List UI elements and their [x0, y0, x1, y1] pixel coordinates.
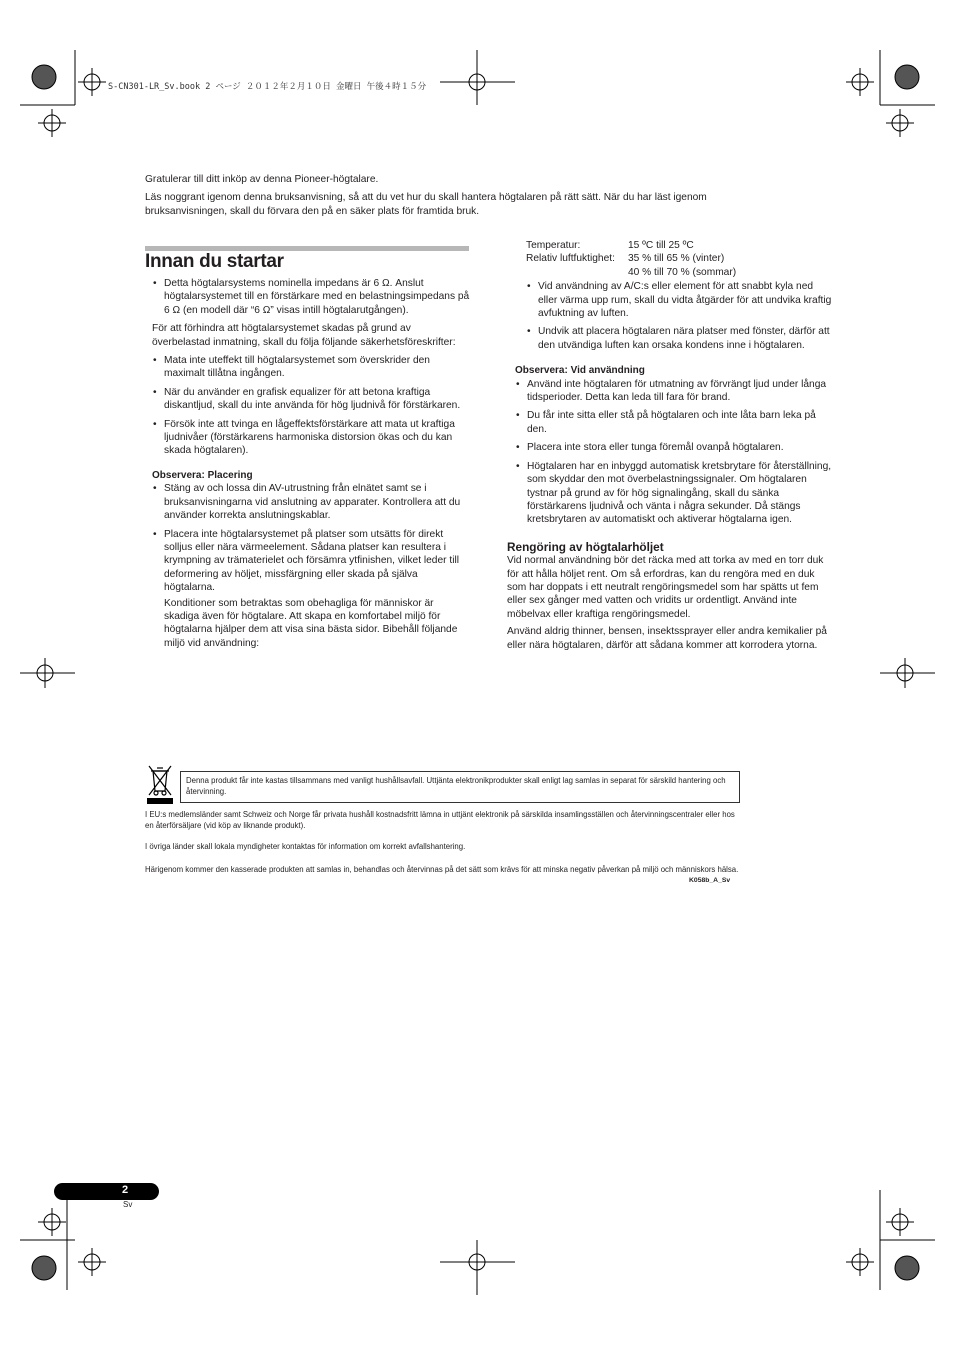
humidity-value-winter: 35 % till 65 % (vinter): [628, 253, 725, 265]
temp-label: Temperatur:: [526, 240, 581, 251]
crossed-bin-icon: [146, 763, 174, 805]
safety-intro: För att förhindra att högtalarsystemet skadas på grund av överbelastad inmatning, skall du följa följande säkerhetsföreskrifter:: [152, 323, 456, 348]
temp-value: 15 ºC till 25 ºC: [628, 240, 694, 251]
list-item: • Detta högtalarsystems nominella impedans är 6 Ω. Anslut högtalarsystemet till en förstärkare med en belastningsimpedans på 6 Ω (en modell där “6 Ω” visas intill högtalarutgången).: [152, 277, 470, 317]
weee-paragraph-3: Härigenom kommer den kasserade produkten att samlas in, behandlas och återvinnas på det sätt som krävs för att minska negativ påverkan på miljö och människors hälsa.: [145, 865, 739, 874]
humidity-value-summer: 40 % till 70 % (sommar): [628, 266, 737, 278]
safety-list: [152, 354, 470, 458]
list-item: • Vid användning av A/C:s eller element för att snabbt kyla ned eller värma upp rum, skall du vidta åtgärder för att undvika kraftig avfuktning av luften.: [526, 280, 833, 320]
document-code: K058b_A_Sv: [689, 877, 731, 884]
left-column: [152, 277, 470, 650]
placement-heading: Observera: Placering: [152, 469, 253, 481]
cleaning-paragraph-1: Vid normal användning bör det räcka med att torka av med en torr duk för att hålla höljet rent. Om så erfordras, kan du rengöra med en duk som har doppats i ett neutralt rengöringsmedel som har spätts ut fem eller sex gånger med vatten och vridits ur ordentligt. Använd inte möbelvax eller kraftiga rengöringsmedel.: [507, 555, 824, 620]
placement-list: [152, 482, 470, 594]
list-item: • Högtalaren har en inbyggd automatisk kretsbrytare för återställning, som skyddar den mot överbelastningssignaler. Om högtalaren tystnar på grund av för hög signalingång, skall du sänka förstärkarens ljudnivå och vänta i några sekunder. Då stängs kretsbrytaren av automatiskt och aktiverar högtalarna igen.: [515, 460, 833, 527]
list-item: • Du får inte sitta eller stå på högtalaren och inte låta barn leka på den.: [515, 409, 833, 436]
print-header: S-CN301-LR_Sv.book 2 ページ ２０１２年２月１０日 金曜日 午後４時１５分: [108, 82, 427, 92]
environment-paragraph: Konditioner som betraktas som obehagliga för människor är skadiga även för högtalare. Att skapa en komfortabel miljö för högtalarna hjälper dem att visa sina bästa sidor. Bibehåll följande miljö vid användning:: [164, 597, 458, 649]
cleaning-heading: Rengöring av högtalarhöljet: [507, 539, 664, 554]
list-item: • Använd inte högtalaren för utmatning av förvrängt ljud under långa tidsperioder. Detta kan leda till fara för brand.: [515, 378, 833, 405]
intro-paragraph-1: Gratulerar till ditt inköp av denna Pioneer-högtalare.: [145, 174, 379, 185]
climate-list: [515, 280, 833, 352]
list-item: • Placera inte stora eller tunga föremål ovanpå högtalaren.: [515, 441, 833, 454]
list-item: • Mata inte uteffekt till högtalarsystemet som överskrider den maximalt tillåtna ingången.: [152, 354, 470, 381]
impedance-list: [152, 277, 470, 317]
weee-notice-box: Denna produkt får inte kastas tillsammans med vanligt hushållsavfall. Uttjänta elektronikprodukter skall enligt lag samlas in separat för särskild hantering och återvinning.: [180, 771, 740, 803]
usage-heading: Observera: Vid användning: [515, 365, 645, 377]
weee-paragraph-2: I övriga länder skall lokala myndigheter kontaktas för information om korrekt avfallshantering.: [145, 842, 466, 851]
humidity-label: Relativ luftfuktighet:: [526, 253, 615, 265]
intro-paragraph-2: Läs noggrant igenom denna bruksanvisning, så att du vet hur du skall hantera högtalaren på rätt sätt. När du har läst igenom bruksanvisningen, skall du förvara den på en säker plats för framtida bruk.: [145, 192, 707, 217]
list-item: • Försök inte att tvinga en lågeffektsförstärkare att mata ut kraftiga ljudnivåer (förstärkarens harmoniska distorsion ökas och du kan skada högtalaren).: [152, 418, 470, 458]
usage-list: [515, 378, 833, 527]
list-item: • Placera inte högtalarsystemet på platser som utsätts för direkt solljus eller nära värmeelement. Sådana platser kan resultera i krympning av trämaterielet och försämra ytfinishen, vilket leder till deformering av höljet, missfärgning eller skada på själva högtalarna.: [152, 528, 470, 595]
environment-table: [526, 239, 736, 279]
cleaning-paragraph-2: Använd aldrig thinner, bensen, insektssprayer eller andra kemikalier på eller nära högtalaren, därför att sådana kommer att korrodera ytorna.: [507, 626, 827, 651]
page-language: Sv: [123, 1200, 133, 1209]
list-item: • Stäng av och lossa din AV-utrustning från elnätet samt se i bruksanvisningarna vid anslutning av apparater. Kontrollera att du använder korrekta anslutningskablar.: [152, 482, 470, 522]
weee-paragraph-1: I EU:s medlemsländer samt Schweiz och Norge får privata hushåll kostnadsfritt lämna in uttjänt elektronik på särskilda insamlingsställen och återvinningscentraler eller hos en återförsäljare (vid köp av liknande produkt).: [145, 810, 735, 830]
list-item: • Undvik att placera högtalaren nära platser med fönster, därför att den utvändiga luften kan orsaka kondens inne i högtalaren.: [526, 325, 833, 352]
page-number-tab: [54, 1183, 159, 1200]
page-number: 2: [122, 1184, 129, 1196]
right-column: [507, 239, 833, 652]
intro: [145, 173, 785, 223]
section-title: Innan du startar: [145, 251, 284, 272]
list-item: • När du använder en grafisk equalizer för att betona kraftiga diskantljud, skall du inte använda för hög ljudnivå för förstärkaren.: [152, 386, 470, 413]
